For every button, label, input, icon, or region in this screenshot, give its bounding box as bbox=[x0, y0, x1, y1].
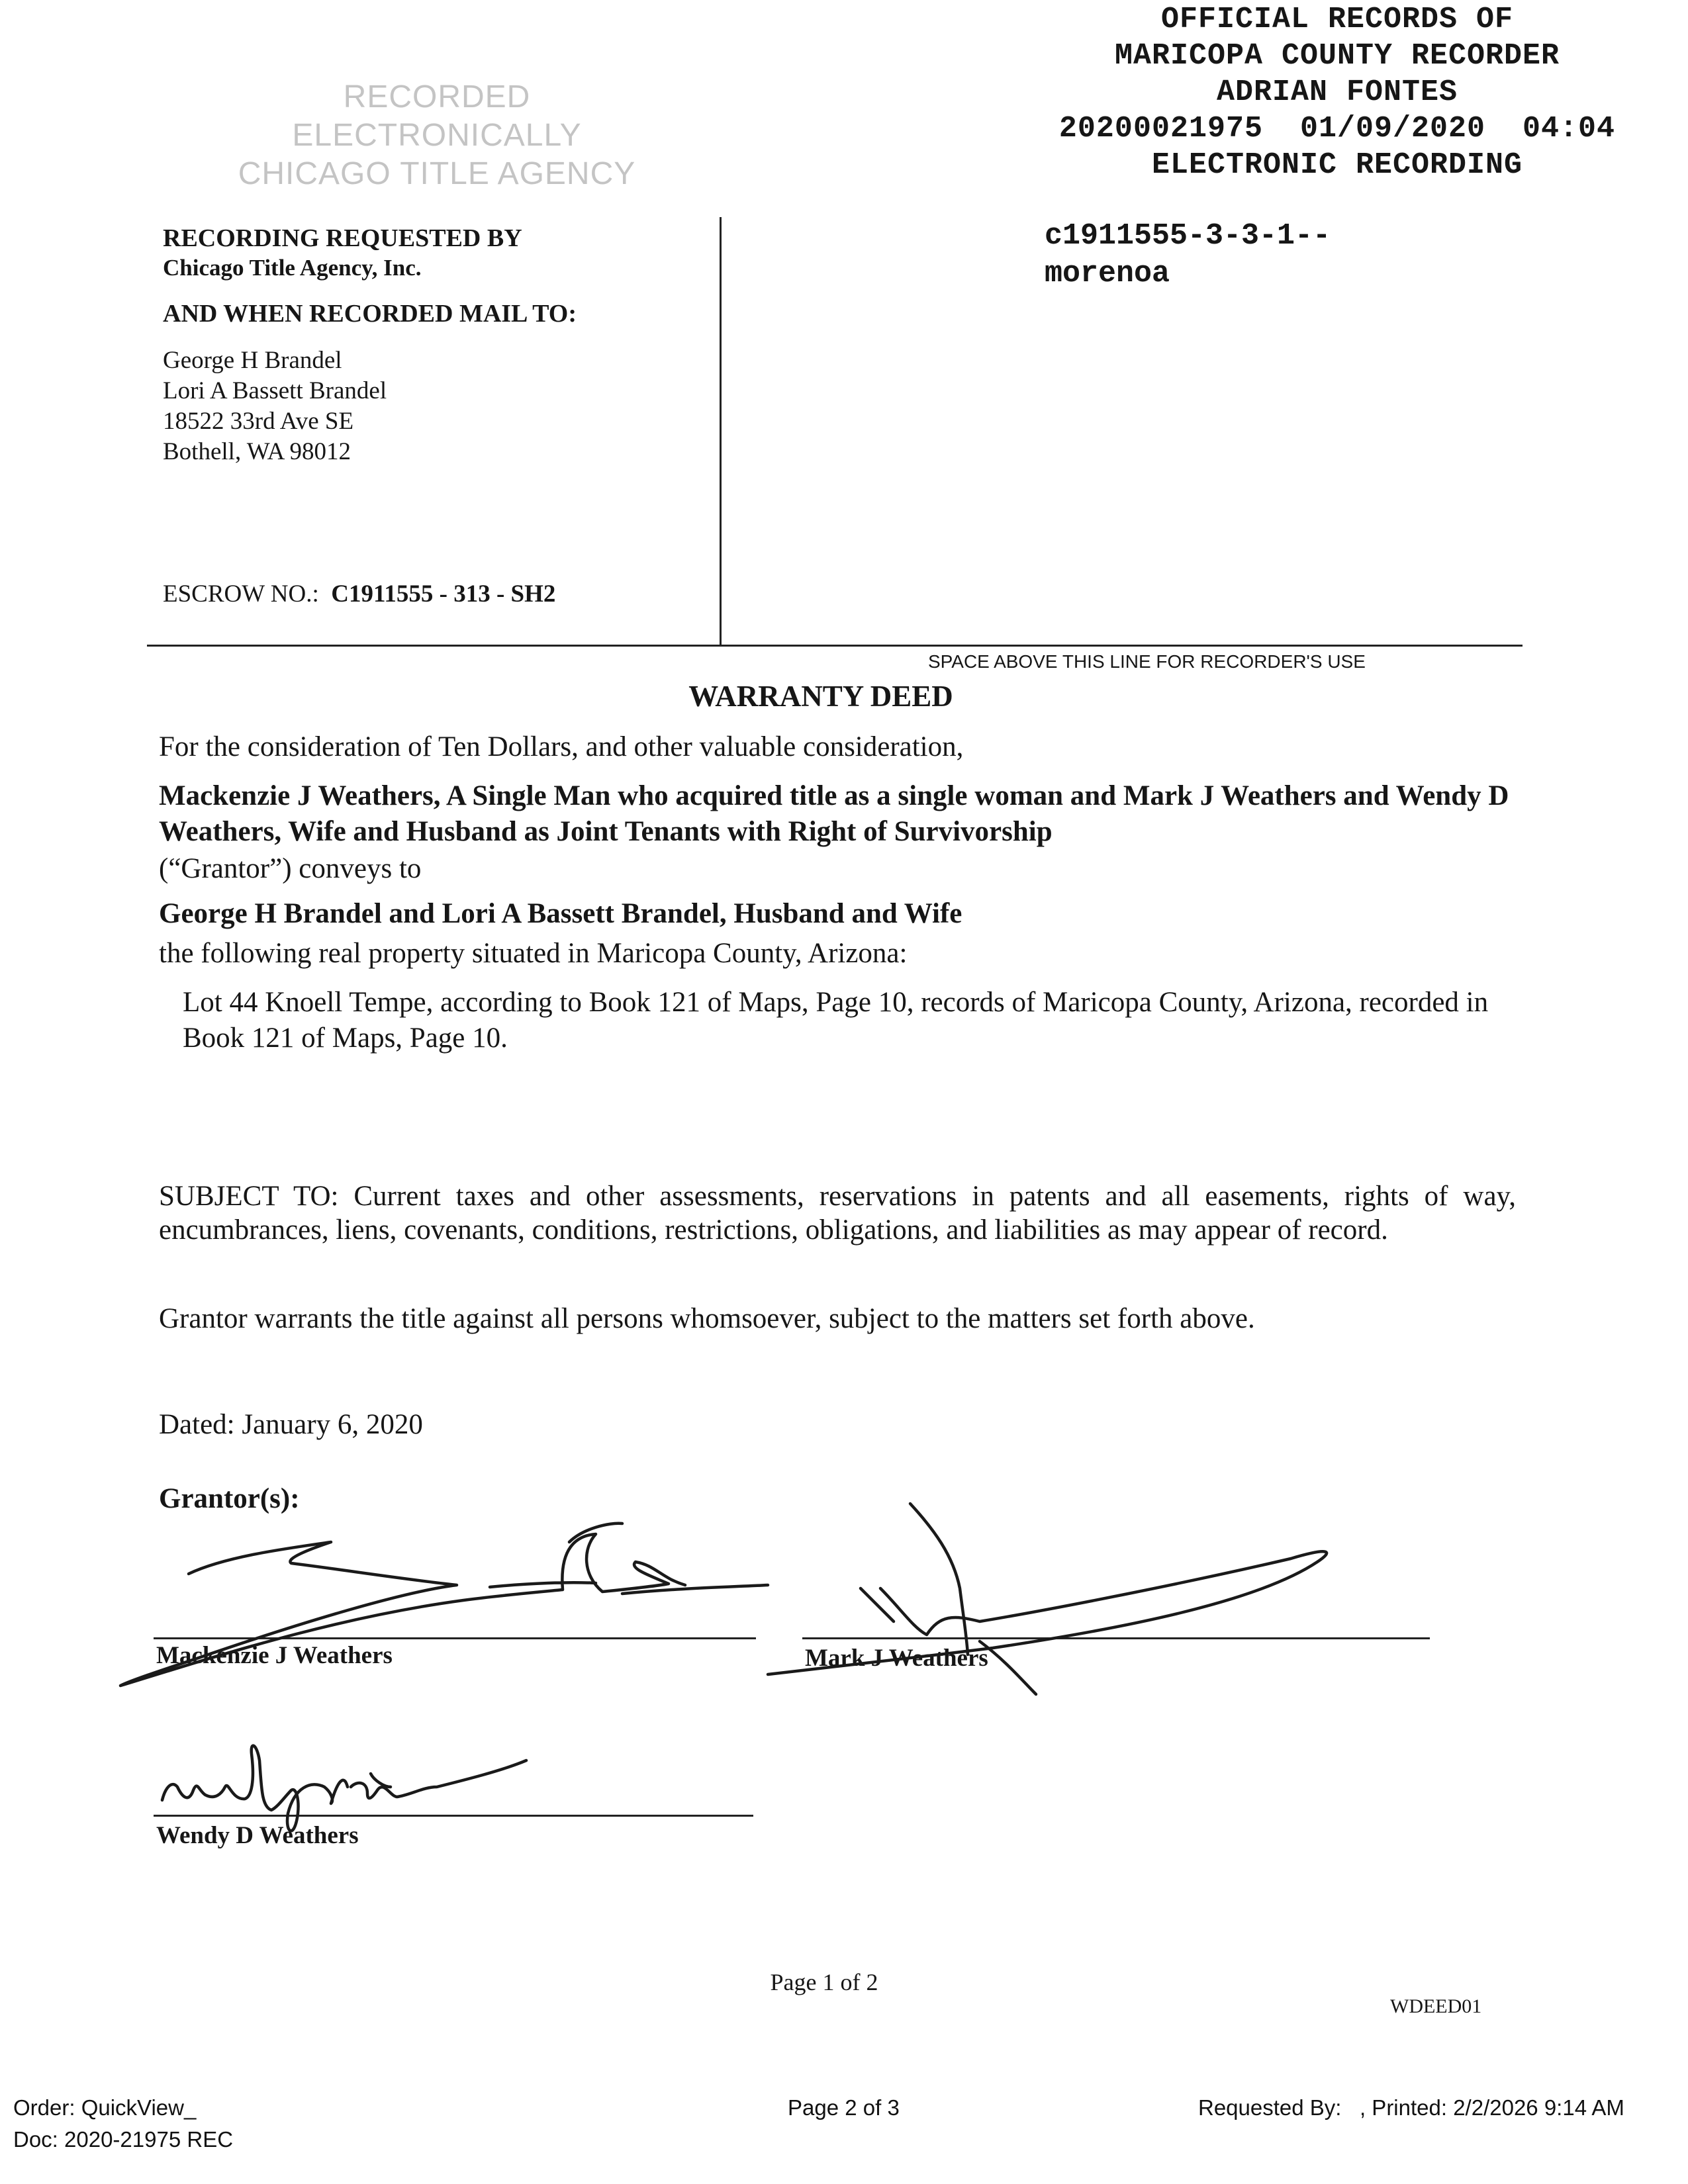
stamp-line-4: 20200021975 01/09/2020 04:04 bbox=[1058, 112, 1616, 146]
warranty-text: Grantor warrants the title against all persons whomsoever, subject to the matters set forth above. bbox=[159, 1303, 1255, 1334]
mail-to-line-4: Bothell, WA 98012 bbox=[163, 438, 352, 465]
mail-to-line-3: 18522 33rd Ave SE bbox=[163, 408, 354, 435]
watermark-line-2: CHICAGO TITLE AGENCY bbox=[238, 156, 636, 191]
space-above-note: SPACE ABOVE THIS LINE FOR RECORDER'S USE bbox=[928, 651, 1366, 672]
grantees-text: George H Brandel and Lori A Bassett Brandel, Husband and Wife bbox=[159, 898, 962, 929]
signer-name-mark: Mark J Weathers bbox=[805, 1645, 988, 1672]
file-ref-line-1: c1911555-3-3-1-- bbox=[1045, 219, 1331, 253]
recording-requested-label: RECORDING REQUESTED BY bbox=[163, 224, 522, 252]
grantors-text: Mackenzie J Weathers, A Single Man who acquired title as a single woman and Mark J Weathers and Wendy D Weathers, Wife and Husband as Joint Tenants with Right of Survivorship bbox=[159, 780, 1509, 847]
file-ref-line-2: morenoa bbox=[1045, 257, 1170, 291]
stamp-line-2: MARICOPA COUNTY RECORDER bbox=[1114, 39, 1560, 73]
grantor-label: Grantor(s): bbox=[159, 1483, 300, 1514]
stamp-line-1: OFFICIAL RECORDS OF bbox=[1160, 3, 1514, 36]
footer-order: Order: QuickView_ bbox=[13, 2095, 197, 2120]
signer-name-mackenzie: Mackenzie J Weathers bbox=[156, 1642, 393, 1669]
escrow-label: ESCROW NO.: bbox=[163, 580, 319, 608]
legal-description: Lot 44 Knoell Tempe, according to Book 121 of Maps, Page 10, records of Maricopa County, Arizona, recorded in Book 121 of Maps, Page 10. bbox=[183, 987, 1489, 1054]
page-number: Page 1 of 2 bbox=[770, 1969, 878, 1995]
mail-to-label: AND WHEN RECORDED MAIL TO: bbox=[163, 300, 577, 328]
stamp-line-5: ELECTRONIC RECORDING bbox=[1151, 148, 1523, 182]
stamp-line-3: ADRIAN FONTES bbox=[1216, 75, 1458, 109]
footer-requested-printed: Requested By: , Printed: 2/2/2026 9:14 AM bbox=[1198, 2095, 1624, 2120]
consideration-text: For the consideration of Ten Dollars, and other valuable consideration, bbox=[159, 731, 964, 762]
dated-text: Dated: January 6, 2020 bbox=[159, 1409, 423, 1440]
subject-to-text: SUBJECT TO: Current taxes and other assessments, reservations in patents and all easements, rights of way, encumbrances, liens, covenants, conditions, restrictions, obligations, and liabilities as may appear of record. bbox=[159, 1181, 1516, 1246]
signature-mackenzie bbox=[120, 1524, 768, 1686]
document-title: WARRANTY DEED bbox=[688, 680, 953, 713]
watermark-line-1: RECORDED ELECTRONICALLY bbox=[292, 79, 582, 153]
escrow-value: C1911555 - 313 - SH2 bbox=[331, 580, 556, 608]
mail-to-line-2: Lori A Bassett Brandel bbox=[163, 377, 387, 404]
conveys-text: (“Grantor”) conveys to bbox=[159, 853, 422, 884]
footer-doc: Doc: 2020-21975 REC bbox=[13, 2127, 234, 2152]
property-intro: the following real property situated in Maricopa County, Arizona: bbox=[159, 938, 908, 969]
footer-page: Page 2 of 3 bbox=[788, 2095, 900, 2120]
recording-requested-by: Chicago Title Agency, Inc. bbox=[163, 255, 422, 281]
signer-name-wendy: Wendy D Weathers bbox=[156, 1822, 359, 1849]
signature-wendy bbox=[162, 1746, 526, 1831]
signature-mark bbox=[768, 1504, 1327, 1694]
form-code: WDEED01 bbox=[1390, 1995, 1482, 2017]
mail-to-line-1: George H Brandel bbox=[163, 347, 342, 374]
